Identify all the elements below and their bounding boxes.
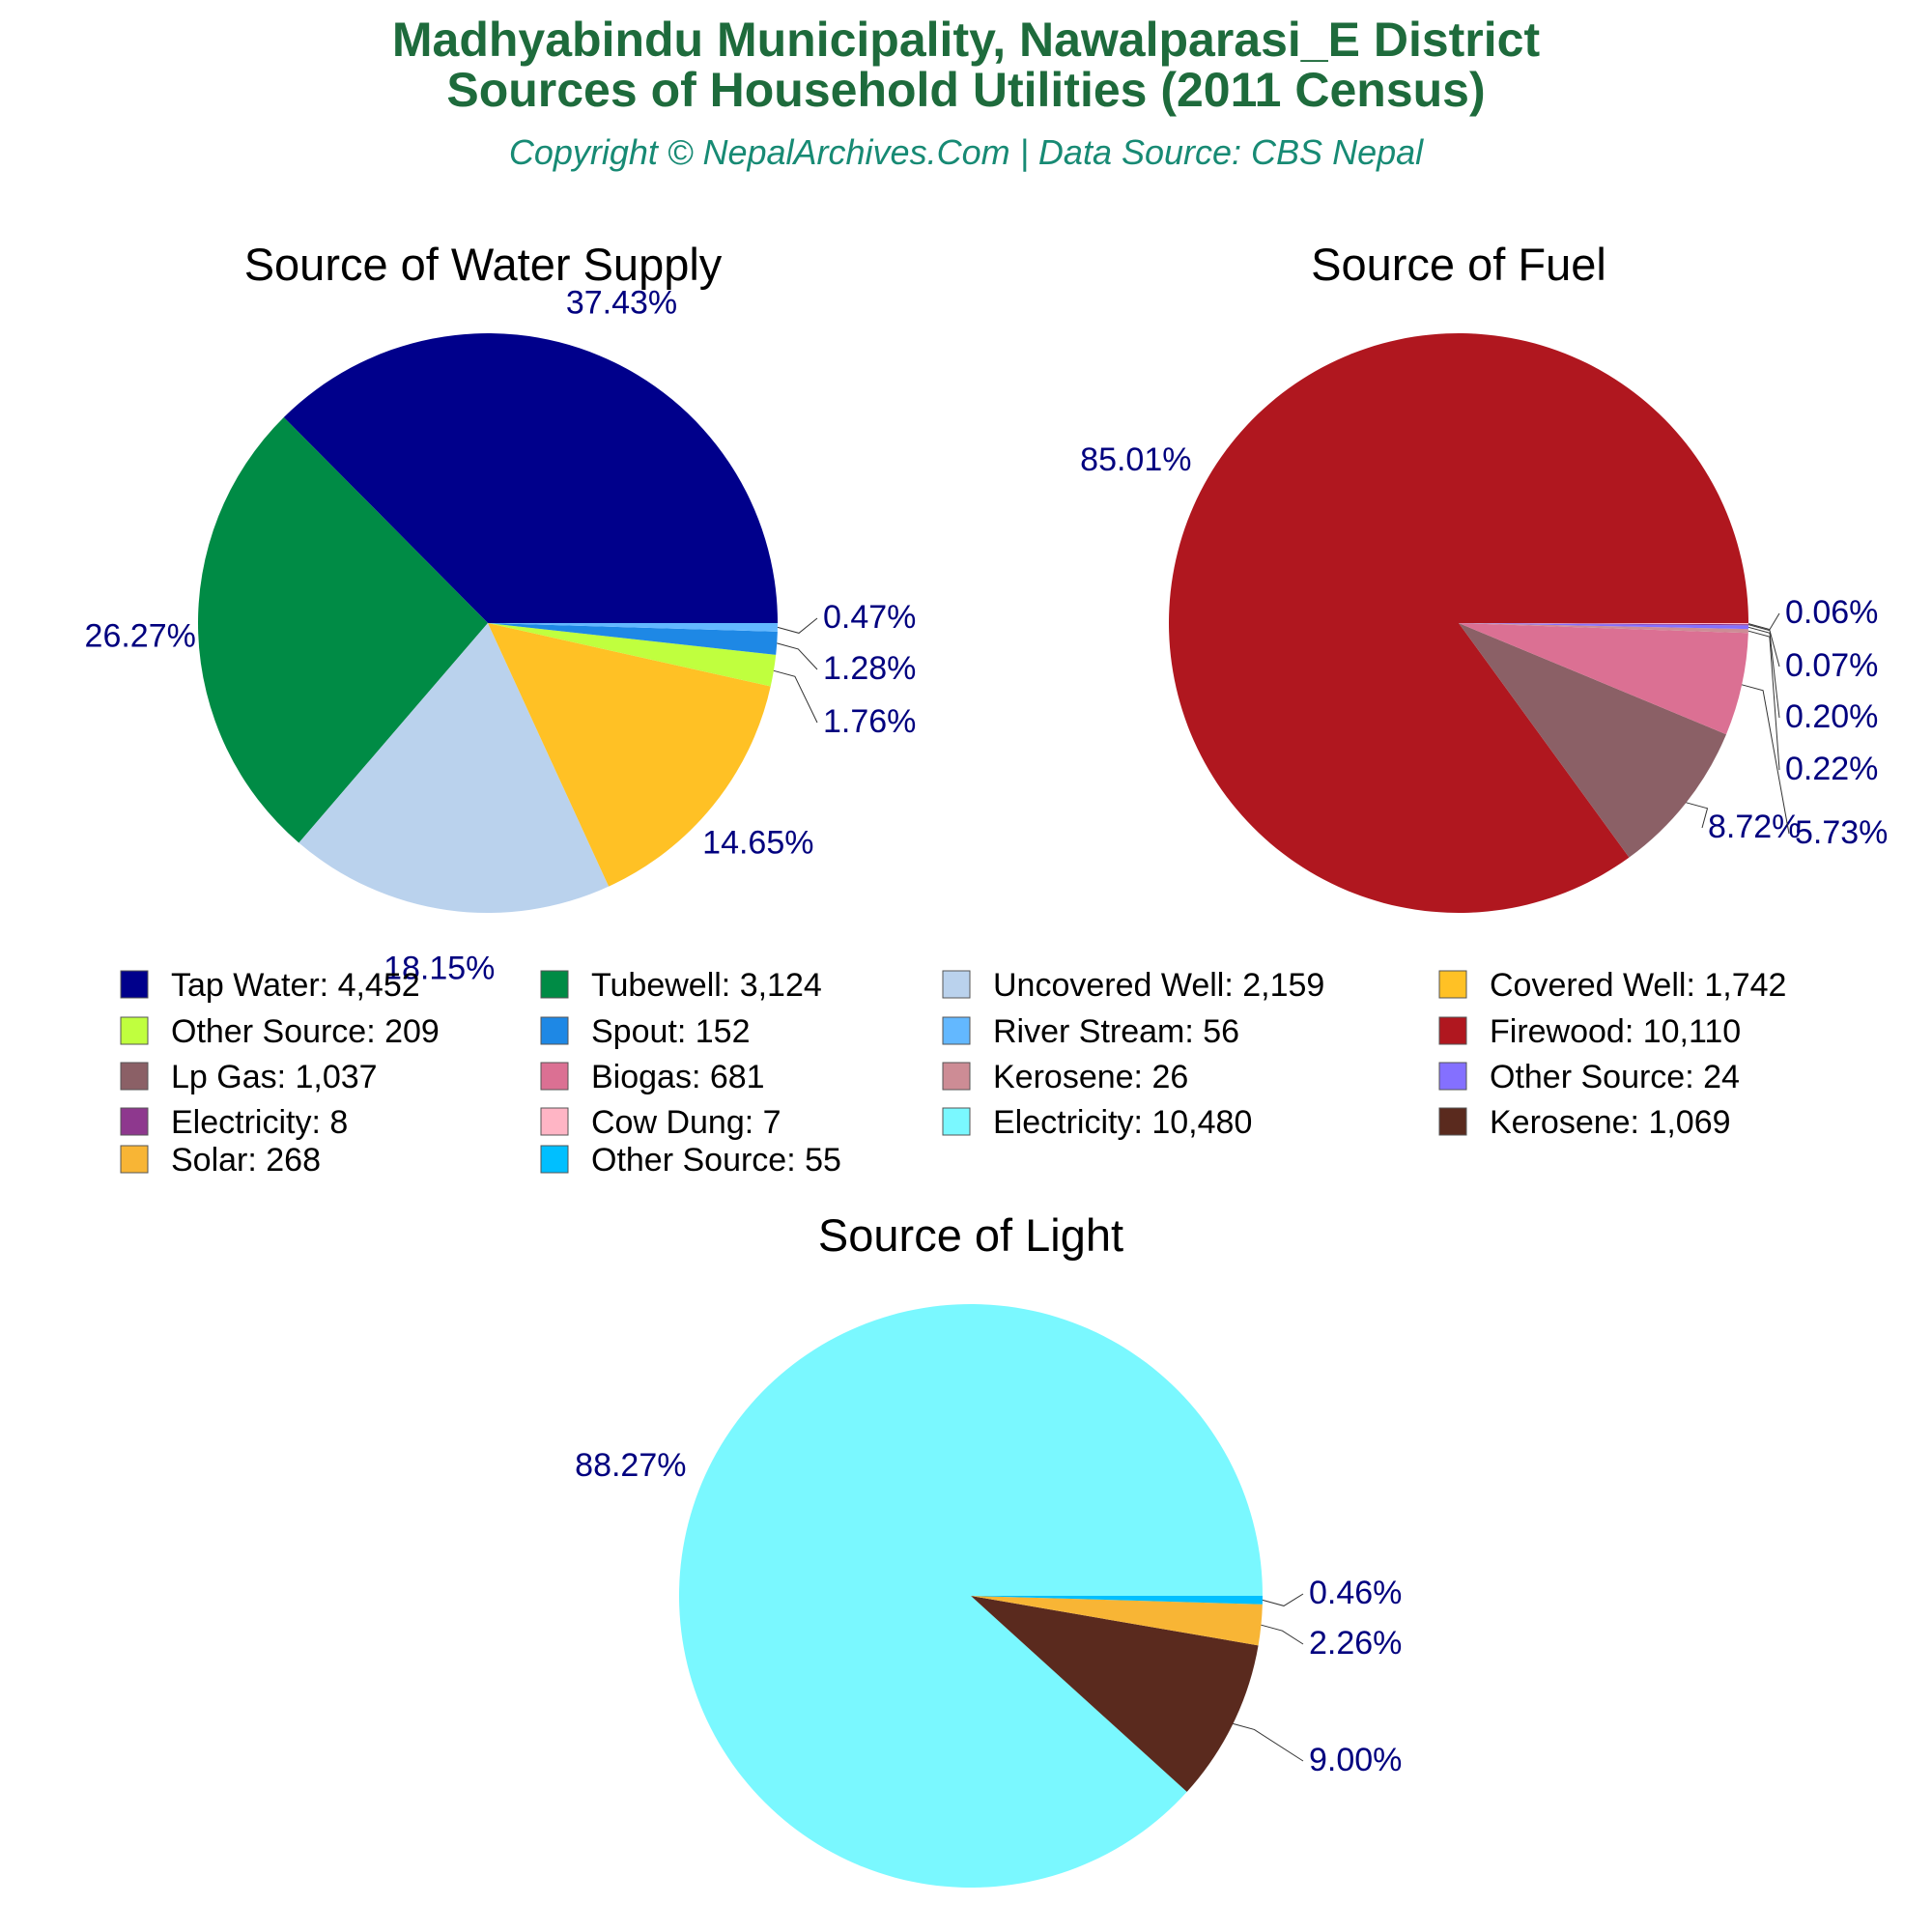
water-pct-tap-water: 37.43% — [565, 284, 678, 322]
legend-swatch-fuel-electricity — [121, 1108, 148, 1135]
light-pie — [575, 1304, 1402, 1888]
legend — [121, 967, 1786, 1179]
fuel-pie — [1080, 333, 1888, 913]
water-pct-uncovered-well: 18.15% — [384, 950, 496, 987]
legend-swatch-light-electricity — [943, 1108, 970, 1135]
legend-label-fuel-electricity: Electricity: 8 — [171, 1104, 349, 1141]
light-leader-other-source — [1263, 1594, 1303, 1605]
light-pct-other-source: 0.46% — [1309, 1575, 1403, 1611]
fuel-leader-lp-gas — [1687, 803, 1708, 828]
legend-swatch-fuel-biogas — [541, 1063, 568, 1090]
water-pct-river-stream: 0.47% — [823, 599, 917, 636]
legend-swatch-light-solar — [121, 1146, 148, 1173]
legend-swatch-water-other-source — [121, 1017, 148, 1044]
fuel-pct-firewood: 85.01% — [1080, 440, 1192, 478]
legend-label-fuel-cow-dung: Cow Dung: 7 — [591, 1104, 781, 1141]
main-title-line-2: Sources of Household Utilities (2011 Census) — [446, 63, 1486, 117]
legend-label-water-spout: Spout: 152 — [591, 1013, 751, 1050]
legend-swatch-fuel-firewood — [1439, 1017, 1466, 1044]
legend-swatch-light-other-source — [541, 1146, 568, 1173]
legend-label-fuel-lp-gas: Lp Gas: 1,037 — [171, 1059, 378, 1095]
legend-swatch-water-tap-water — [121, 971, 148, 998]
legend-label-water-covered-well: Covered Well: 1,742 — [1490, 967, 1787, 1004]
fuel-pct-other-source: 0.20% — [1785, 698, 1879, 735]
legend-swatch-water-covered-well — [1439, 971, 1466, 998]
fuel-pct-biogas: 5.73% — [1795, 814, 1889, 851]
water-pct-tubewell: 26.27% — [84, 617, 196, 655]
fuel-pct-lp-gas: 8.72% — [1708, 809, 1802, 845]
water-pct-spout: 1.28% — [823, 650, 917, 687]
legend-label-light-electricity: Electricity: 10,480 — [993, 1104, 1253, 1141]
water-leader-other-source — [774, 670, 817, 723]
light-leader-solar — [1262, 1625, 1304, 1644]
legend-label-fuel-kerosene: Kerosene: 26 — [993, 1059, 1189, 1095]
light-pct-kerosene: 9.00% — [1309, 1742, 1403, 1778]
copyright-subtitle: Copyright © NepalArchives.Com | Data Source: CBS Nepal — [508, 132, 1424, 172]
fuel-pct-cow-dung: 0.06% — [1785, 594, 1879, 631]
fuel-title: Source of Fuel — [1311, 239, 1606, 290]
water-pct-other-source: 1.76% — [823, 703, 917, 740]
legend-swatch-fuel-kerosene — [943, 1063, 970, 1090]
legend-label-light-kerosene: Kerosene: 1,069 — [1490, 1104, 1731, 1141]
legend-label-water-tubewell: Tubewell: 3,124 — [591, 967, 822, 1004]
legend-swatch-water-uncovered-well — [943, 971, 970, 998]
legend-label-water-uncovered-well: Uncovered Well: 2,159 — [993, 967, 1325, 1004]
legend-label-water-tap-water: Tap Water: 4,452 — [171, 967, 420, 1004]
legend-swatch-water-tubewell — [541, 971, 568, 998]
legend-swatch-fuel-lp-gas — [121, 1063, 148, 1090]
fuel-pct-electricity: 0.07% — [1785, 647, 1879, 684]
legend-label-water-river-stream: River Stream: 56 — [993, 1013, 1240, 1050]
legend-swatch-light-kerosene — [1439, 1108, 1466, 1135]
water-leader-spout — [777, 643, 817, 669]
water-pct-covered-well: 14.65% — [702, 824, 814, 862]
fuel-leader-cow-dung — [1748, 613, 1779, 630]
light-pct-solar: 2.26% — [1309, 1625, 1403, 1662]
legend-swatch-fuel-cow-dung — [541, 1108, 568, 1135]
main-title-line-1: Madhyabindu Municipality, Nawalparasi_E District — [391, 13, 1541, 67]
legend-swatch-water-river-stream — [943, 1017, 970, 1044]
legend-swatch-water-spout — [541, 1017, 568, 1044]
light-title: Source of Light — [817, 1209, 1124, 1261]
water-leader-river-stream — [778, 618, 817, 633]
legend-label-fuel-biogas: Biogas: 681 — [591, 1059, 765, 1095]
legend-swatch-fuel-other-source — [1439, 1063, 1466, 1090]
legend-label-light-solar: Solar: 268 — [171, 1142, 321, 1179]
legend-label-fuel-firewood: Firewood: 10,110 — [1490, 1013, 1742, 1050]
light-pct-electricity: 88.27% — [575, 1447, 687, 1485]
legend-label-light-other-source: Other Source: 55 — [591, 1142, 841, 1179]
light-leader-kerosene — [1233, 1723, 1303, 1761]
water-supply-title: Source of Water Supply — [243, 239, 723, 290]
fuel-pct-kerosene: 0.22% — [1785, 751, 1879, 787]
fuel-leader-kerosene — [1748, 631, 1779, 770]
water-pie — [85, 285, 917, 987]
legend-label-water-other-source: Other Source: 209 — [171, 1013, 440, 1050]
legend-label-fuel-other-source: Other Source: 24 — [1490, 1059, 1740, 1095]
